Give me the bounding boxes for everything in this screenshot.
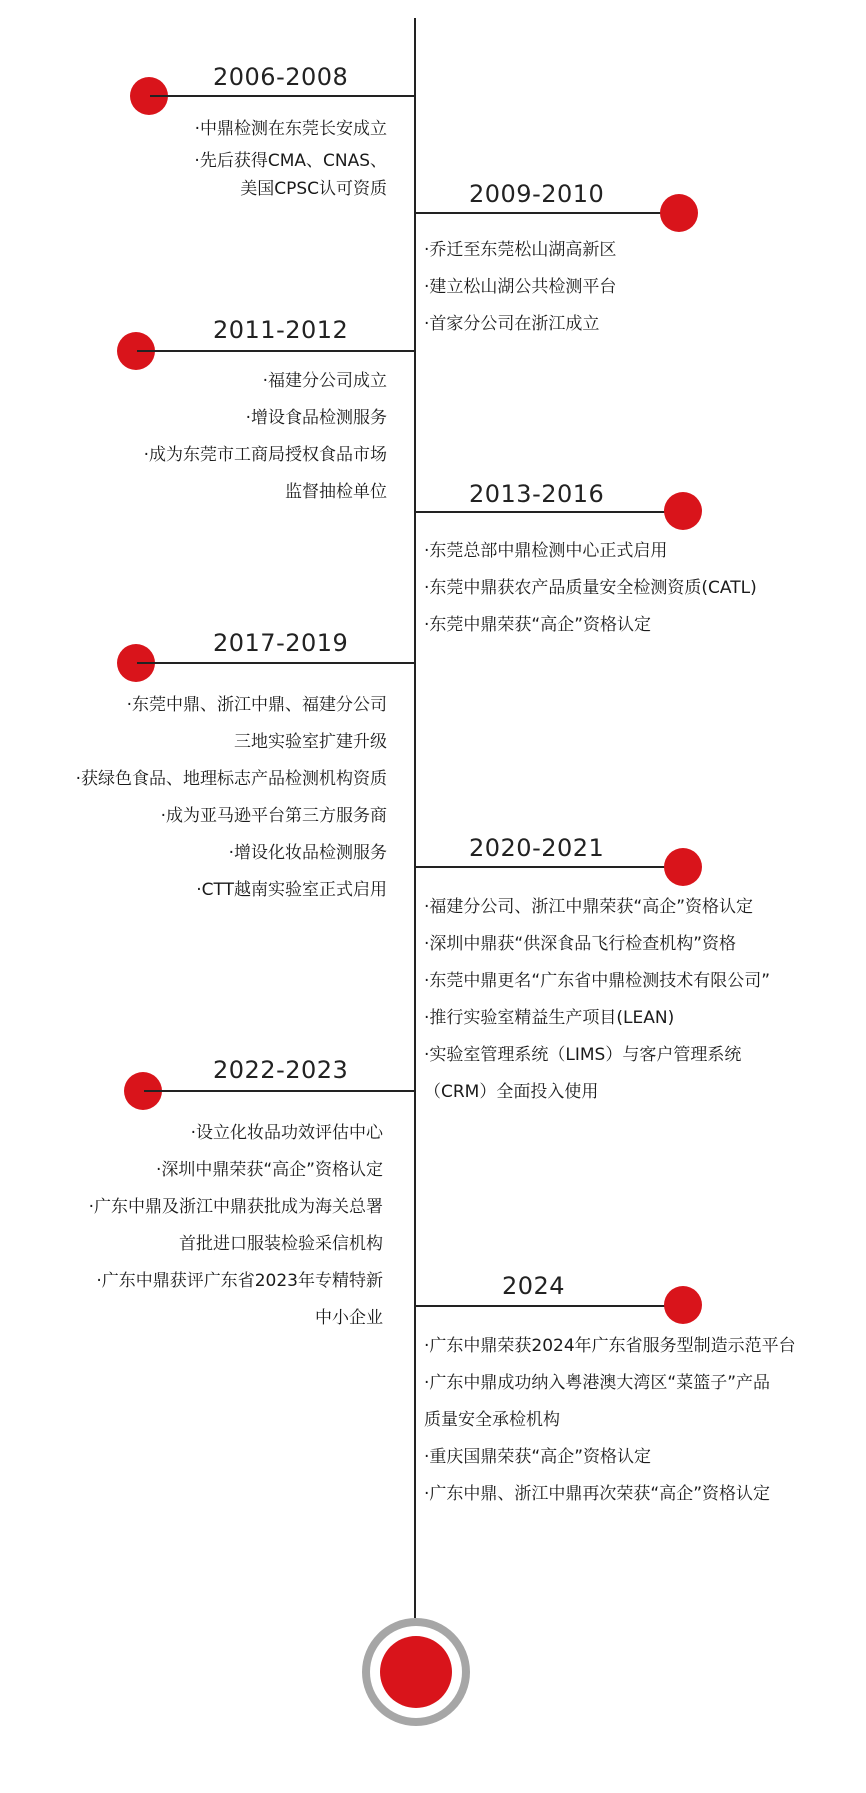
timeline-branch	[137, 662, 414, 664]
timeline-branch	[144, 1090, 414, 1092]
timeline-dot	[660, 194, 698, 232]
list-item: ·广东中鼎荣获2024年广东省服务型制造示范平台	[424, 1336, 796, 1356]
timeline-item-list	[424, 533, 757, 644]
list-item: ·深圳中鼎荣获“高企”资格认定	[155, 1160, 383, 1180]
list-item: ·深圳中鼎获“供深食品飞行检查机构”资格	[424, 934, 737, 954]
timeline-year: 2013-2016	[469, 480, 605, 508]
timeline-year: 2006-2008	[213, 63, 349, 91]
list-item: ·广东中鼎成功纳入粤港澳大湾区“菜篮子”产品	[424, 1373, 771, 1393]
list-item: 美国CPSC认可资质	[240, 179, 387, 199]
list-item: ·东莞中鼎、浙江中鼎、福建分公司	[126, 695, 387, 715]
timeline-branch	[414, 511, 684, 513]
list-item: ·先后获得CMA、CNAS、	[194, 151, 387, 171]
list-item: ·实验室管理系统（LIMS）与客户管理系统	[424, 1045, 742, 1065]
timeline-item-list	[424, 889, 770, 1111]
list-item: ·CTT越南实验室正式启用	[196, 880, 387, 900]
timeline-item-list	[76, 687, 387, 909]
list-item: ·东莞中鼎获农产品质量安全检测资质(CATL)	[424, 578, 757, 598]
timeline-item-list	[144, 363, 387, 511]
list-item: ·广东中鼎获评广东省2023年专精特新	[96, 1271, 383, 1291]
timeline-branch	[150, 95, 414, 97]
list-item: ·东莞总部中鼎检测中心正式启用	[424, 541, 668, 561]
timeline-branch	[414, 866, 684, 868]
list-item: ·中鼎检测在东莞长安成立	[194, 119, 387, 139]
timeline-dot	[664, 492, 702, 530]
list-item: ·增设化妆品检测服务	[228, 843, 387, 863]
timeline-branch	[414, 212, 680, 214]
list-item: （CRM）全面投入使用	[424, 1082, 599, 1102]
list-item: ·福建分公司成立	[262, 371, 387, 391]
timeline-year: 2024	[502, 1272, 566, 1300]
timeline-branch	[414, 1305, 684, 1307]
list-item: ·重庆国鼎荣获“高企”资格认定	[424, 1447, 652, 1467]
list-item: ·成为亚马逊平台第三方服务商	[160, 806, 387, 826]
list-item: ·广东中鼎及浙江中鼎获批成为海关总署	[88, 1197, 383, 1217]
list-item: ·推行实验室精益生产项目(LEAN)	[424, 1008, 675, 1028]
timeline-dot	[664, 1286, 702, 1324]
list-item: 中小企业	[315, 1308, 383, 1328]
timeline-item-list	[194, 111, 387, 204]
timeline-axis	[414, 18, 416, 1618]
list-item: ·建立松山湖公共检测平台	[424, 277, 617, 297]
list-item: ·广东中鼎、浙江中鼎再次荣获“高企”资格认定	[424, 1484, 771, 1504]
end-marker-core	[380, 1636, 452, 1708]
timeline-item-list	[424, 1328, 796, 1513]
list-item: ·成为东莞市工商局授权食品市场	[143, 445, 387, 465]
list-item: ·乔迁至东莞松山湖高新区	[424, 240, 617, 260]
list-item: 三地实验室扩建升级	[234, 732, 387, 752]
timeline-end-marker	[362, 1618, 470, 1726]
timeline-year: 2011-2012	[213, 316, 349, 344]
list-item: ·福建分公司、浙江中鼎荣获“高企”资格认定	[424, 897, 754, 917]
list-item: ·设立化妆品功效评估中心	[190, 1123, 383, 1143]
timeline-branch	[137, 350, 414, 352]
timeline-year: 2009-2010	[469, 180, 605, 208]
timeline-item-list	[424, 232, 616, 343]
timeline-year: 2020-2021	[469, 834, 605, 862]
timeline-year: 2017-2019	[213, 629, 349, 657]
timeline-year: 2022-2023	[213, 1056, 349, 1084]
list-item: ·获绿色食品、地理标志产品检测机构资质	[75, 769, 387, 789]
end-marker-gap	[370, 1626, 462, 1718]
list-item: ·增设食品检测服务	[245, 408, 387, 428]
list-item: 首批进口服装检验采信机构	[179, 1234, 383, 1254]
list-item: 监督抽检单位	[285, 482, 387, 502]
timeline-dot	[664, 848, 702, 886]
list-item: ·东莞中鼎更名“广东省中鼎检测技术有限公司”	[424, 971, 771, 991]
list-item: 质量安全承检机构	[424, 1410, 560, 1430]
timeline-item-list	[89, 1115, 383, 1337]
list-item: ·首家分公司在浙江成立	[424, 314, 600, 334]
list-item: ·东莞中鼎荣获“高企”资格认定	[424, 615, 652, 635]
